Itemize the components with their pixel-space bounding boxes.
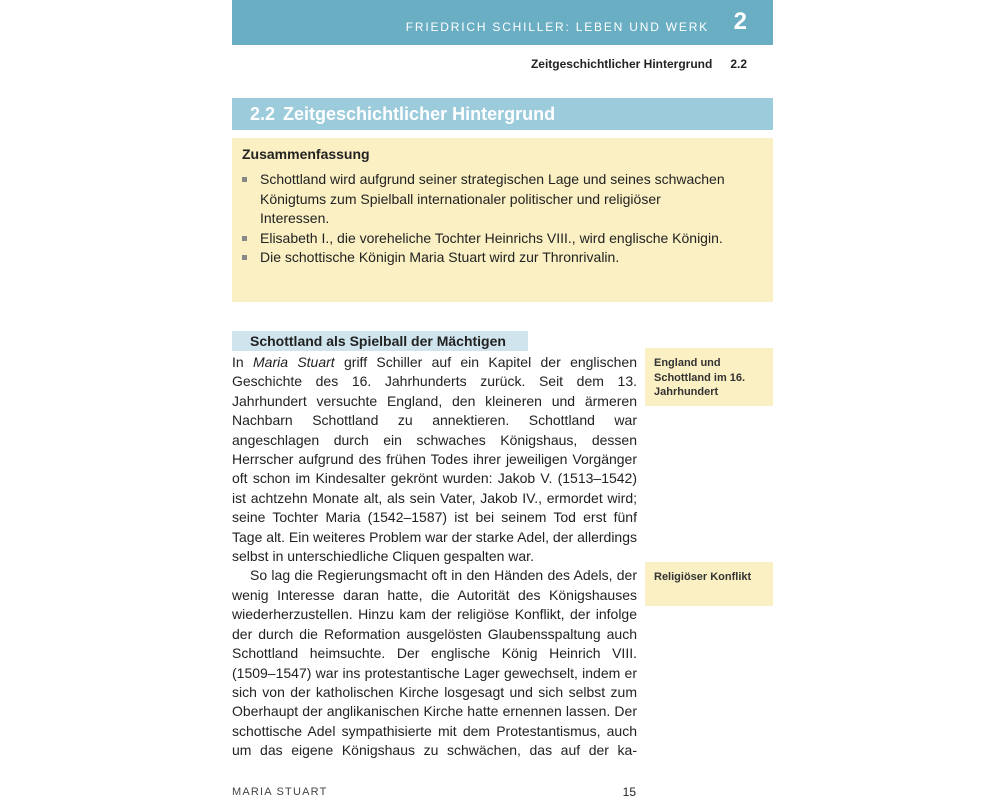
margin-note-england-schottland: England und Schottland im 16. Jahrhundert	[645, 348, 773, 406]
chapter-header-bar	[232, 0, 773, 45]
footer-page-number: 15	[622, 785, 636, 799]
summary-item	[242, 170, 730, 229]
section-title: Zeitgeschichtlicher Hintergrund	[283, 104, 556, 124]
summary-item	[242, 248, 730, 268]
running-section-number: 2.2	[730, 57, 747, 71]
chapter-title: FRIEDRICH SCHILLER: LEBEN UND WERK	[405, 20, 709, 34]
summary-title: Zusammenfassung	[242, 146, 370, 162]
square-bullet-icon	[242, 177, 247, 182]
body-paragraph-1	[232, 353, 637, 566]
summary-list	[242, 170, 761, 268]
summary-box	[232, 138, 773, 302]
body-text	[232, 353, 637, 761]
subsection-heading: Schottland als Spielball der Mächtigen	[232, 331, 528, 351]
chapter-number: 2	[733, 8, 747, 35]
p1-text: griff Schiller auf ein Kapitel der englischen Geschichte des 16. Jahrhunderts zurück. Seit dem 13. Jahrhundert versuchte England, den kleineren und ärmeren Nachbarn Schottland zu annektieren. Schottland war angeschlagen durch ein schwaches Königshaus, dessen Herrscher aufgrund des frühen Todes ihrer jeweiligen Vorgänger oft schon im Kindesalter gekrönt wurden: Jakob V. (1513–1542) ist achtzehn Monate alt, als sein Vater, Jakob IV., ermordet wird; seine Tochter Maria (1542–1587) ist bei seinem Tod erst fünf Tage alt. Ein weiteres Problem war der starke Adel, der allerdings selbst in unterschiedliche Cliquen gespalten war.	[232, 354, 638, 565]
summary-item-text: Schottland wird aufgrund seiner strategischen Lage und seines schwachen Königtums zum Spielball internationaler politischer und religiöser Interessen.	[260, 171, 725, 226]
running-header	[232, 57, 747, 71]
margin-note-religioeser-konflikt: Religiöser Konflikt	[645, 562, 773, 606]
summary-item	[242, 229, 730, 249]
footer-book-title: MARIA STUART	[232, 786, 328, 798]
section-number: 2.2	[250, 104, 276, 124]
work-title-italic: Maria Stuart	[253, 354, 335, 370]
p1-prefix: In	[232, 354, 253, 370]
running-title: Zeitgeschichtlicher Hintergrund	[530, 57, 713, 71]
summary-item-text: Elisabeth I., die voreheliche Tochter Heinrichs VIII., wird englische Königin.	[260, 229, 723, 246]
section-heading	[232, 98, 773, 130]
square-bullet-icon	[242, 236, 247, 241]
square-bullet-icon	[242, 255, 247, 260]
body-paragraph-2: So lag die Regierungsmacht oft in den Händen des Adels, der wenig Interesse daran hatte, die Autorität des Königshauses wiederherzustellen. Hinzu kam der religiöse Konflikt, der infolge der durch die Reformation ausgelösten Glaubensspaltung auch Schottland heimsuchte. Der englische König Heinrich VIII. (1509–1547) war ins protestantische Lager gewechselt, indem er sich von der katholischen Kirche losgesagt und sich selbst zum Oberhaupt der anglikanischen Kirche hatte ernennen lassen. Der schottische Adel sympathisierte mit dem Protestantismus, auch um das eigene Königshaus zu schwächen, das auf der ka-	[232, 567, 637, 759]
summary-item-text: Die schottische Königin Maria Stuart wird zur Thronrivalin.	[260, 249, 620, 265]
